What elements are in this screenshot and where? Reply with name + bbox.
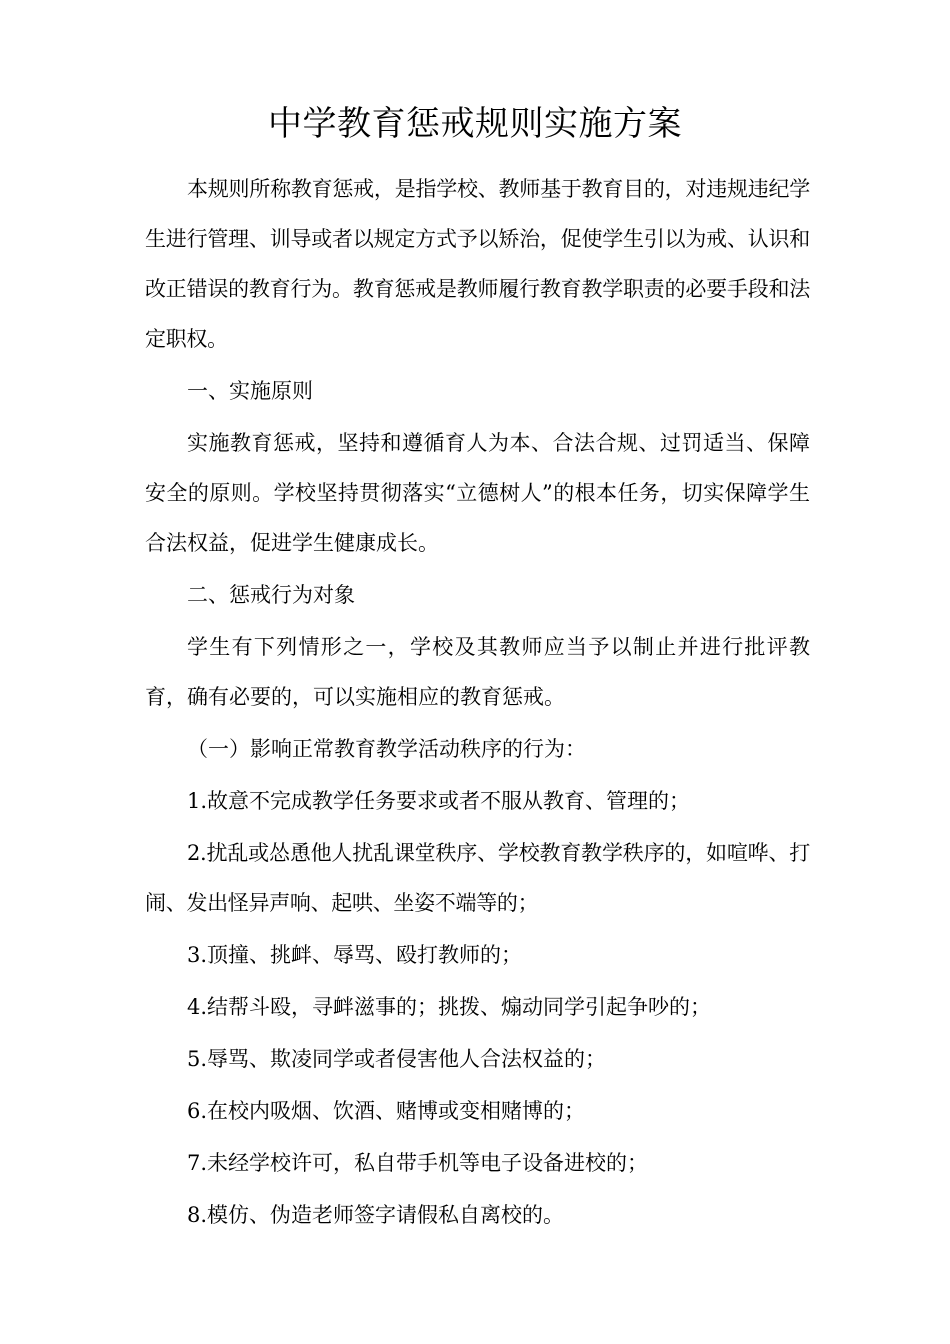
- paragraph-targets: 学生有下列情形之一，学校及其教师应当予以制止并进行批评教育，确有必要的，可以实施相应的教育惩戒。: [145, 635, 810, 709]
- paragraph-definition: 本规则所称教育惩戒，是指学校、教师基于教育目的，对违规违纪学生进行管理、训导或者以规定方式予以矫治，促使学生引以为戒、认识和改正错误的教育行为。教育惩戒是教师履行教育教学职责的必要手段和法定职权。: [145, 177, 810, 351]
- list-item: 5.辱骂、欺凌同学或者侵害他人合法权益的；: [187, 1047, 607, 1071]
- document-title: 中学教育惩戒规则实施方案: [268, 104, 682, 144]
- document-body: [145, 164, 810, 1242]
- section-heading-principles: 一、实施原则: [187, 379, 313, 403]
- list-item: 8.模仿、伪造老师签字请假私自离校的。: [187, 1203, 565, 1227]
- list-item: 6.在校内吸烟、饮酒、赌博或变相赌博的；: [187, 1099, 586, 1123]
- section-heading-targets: 二、惩戒行为对象: [187, 583, 355, 607]
- list-item: 2.扰乱或怂恿他人扰乱课堂秩序、学校教育教学秩序的，如喧哗、打闹、发出怪异声响、起哄、坐姿不端等的；: [145, 841, 810, 915]
- list-item: 4.结帮斗殴，寻衅滋事的；挑拨、煽动同学引起争吵的；: [187, 995, 712, 1019]
- paragraph-principles: 实施教育惩戒，坚持和遵循育人为本、合法合规、过罚适当、保障安全的原则。学校坚持贯彻落实“立德树人”的根本任务，切实保障学生合法权益，促进学生健康成长。: [145, 431, 810, 555]
- list-item: 3.顶撞、挑衅、辱骂、殴打教师的；: [187, 943, 523, 967]
- list-item: 1.故意不完成教学任务要求或者不服从教育、管理的；: [187, 789, 691, 813]
- subsection-heading-order: （一）影响正常教育教学活动秩序的行为：: [187, 737, 586, 761]
- list-item: 7.未经学校许可，私自带手机等电子设备进校的；: [187, 1151, 649, 1175]
